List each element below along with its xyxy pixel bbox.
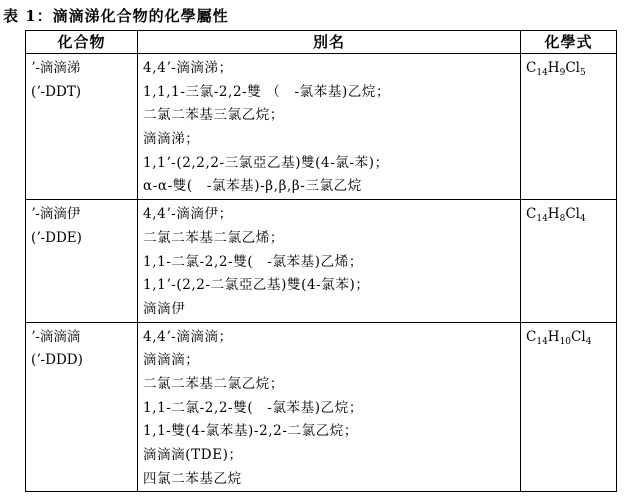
compound-cell: [26, 54, 138, 200]
header-aliases: 別名: [138, 31, 521, 54]
table-row-dde: [26, 200, 617, 322]
alias-line: 滴滴伊: [143, 300, 186, 317]
compound-abbrev: (ʼ-DDT): [31, 83, 82, 100]
formula-subscript: 14: [536, 336, 548, 347]
formula-subscript: 10: [559, 336, 572, 347]
alias-line: 1,1ʼ-(2,2,2-三氯亞乙基)雙(4-氯-苯)；: [143, 154, 389, 171]
compound-cell: [26, 322, 138, 492]
alias-line: 滴滴滴(TDE)；: [143, 447, 243, 463]
formula-element: Cl: [565, 206, 580, 223]
alias-line: 1,1ʼ-(2,2-二氯亞乙基)雙(4-氯苯)；: [143, 277, 370, 294]
formula-subscript: 14: [536, 68, 548, 78]
aliases-cell: [138, 322, 521, 492]
header-formula: 化學式: [521, 31, 617, 54]
compound-name: ʼ-滴滴涕: [31, 60, 81, 76]
alias-line: 1,1-二氯-2,2-雙( -氯苯基)乙烷；: [143, 399, 363, 416]
alias-line: 1,1,1-三氯-2,2-雙 （ -氯苯基)乙烷；: [143, 83, 391, 100]
formula-element: H: [547, 60, 560, 76]
formula-subscript: 4: [579, 214, 586, 225]
formula-subscript: 5: [579, 68, 586, 78]
header-compound: 化合物: [26, 31, 138, 54]
chemical-formula: [526, 203, 616, 227]
compound-abbrev: (ʼ-DDD): [31, 352, 83, 369]
aliases-cell: [138, 54, 521, 200]
table-caption: 表 1：滴滴涕化合物的化學屬性: [3, 7, 229, 25]
compound-abbrev: (ʼ-DDE): [31, 229, 82, 246]
alias-line: 4,4ʼ-滴滴涕；: [143, 60, 233, 76]
formula-subscript: 14: [536, 214, 548, 225]
formula-element: H: [547, 206, 560, 223]
alias-line: 二氯二苯基二氯乙烯；: [143, 229, 284, 246]
alias-line: 1,1-雙(4-氯苯基)-2,2-二氯乙烷；: [143, 423, 359, 440]
compound-cell: [26, 200, 138, 322]
compound-name: ʼ-滴滴滴: [31, 328, 81, 345]
alias-line: 二氯二苯基三氯乙烷；: [143, 107, 284, 124]
formula-cell: [521, 322, 617, 492]
formula-element: C: [526, 60, 537, 76]
alias-line: 四氯二苯基乙烷: [143, 470, 242, 487]
table-row-ddt: [26, 54, 617, 200]
table-header-row: [26, 31, 617, 54]
chemical-formula: [526, 326, 616, 350]
compound-name: ʼ-滴滴伊: [31, 206, 81, 223]
alias-line: 4,4ʼ-滴滴伊；: [143, 206, 233, 223]
formula-subscript: 4: [585, 336, 592, 347]
alias-line: 二氯二苯基二氯乙烷；: [143, 375, 284, 392]
formula-element: H: [547, 328, 560, 345]
alias-line: 滴滴滴；: [143, 352, 200, 369]
formula-cell: [521, 200, 617, 322]
formula-element: Cl: [571, 328, 586, 345]
formula-element: C: [526, 206, 537, 223]
aliases-cell: [138, 200, 521, 322]
alias-line: 滴滴涕；: [143, 131, 200, 148]
table-row-ddd: [26, 322, 617, 492]
formula-element: Cl: [565, 60, 580, 76]
formula-element: C: [526, 328, 537, 345]
formula-subscript: 8: [559, 214, 566, 225]
alias-line: 1,1-二氯-2,2-雙( -氯苯基)乙烯；: [143, 253, 363, 270]
ddt-compounds-table: [25, 30, 617, 492]
formula-subscript: 9: [559, 68, 566, 78]
alias-line: 4,4ʼ-滴滴滴；: [143, 328, 233, 345]
chemical-formula: [526, 57, 616, 81]
formula-cell: [521, 54, 617, 200]
alias-line: α-α-雙( -氯苯基)-β,β,β-三氯乙烷: [143, 178, 362, 195]
